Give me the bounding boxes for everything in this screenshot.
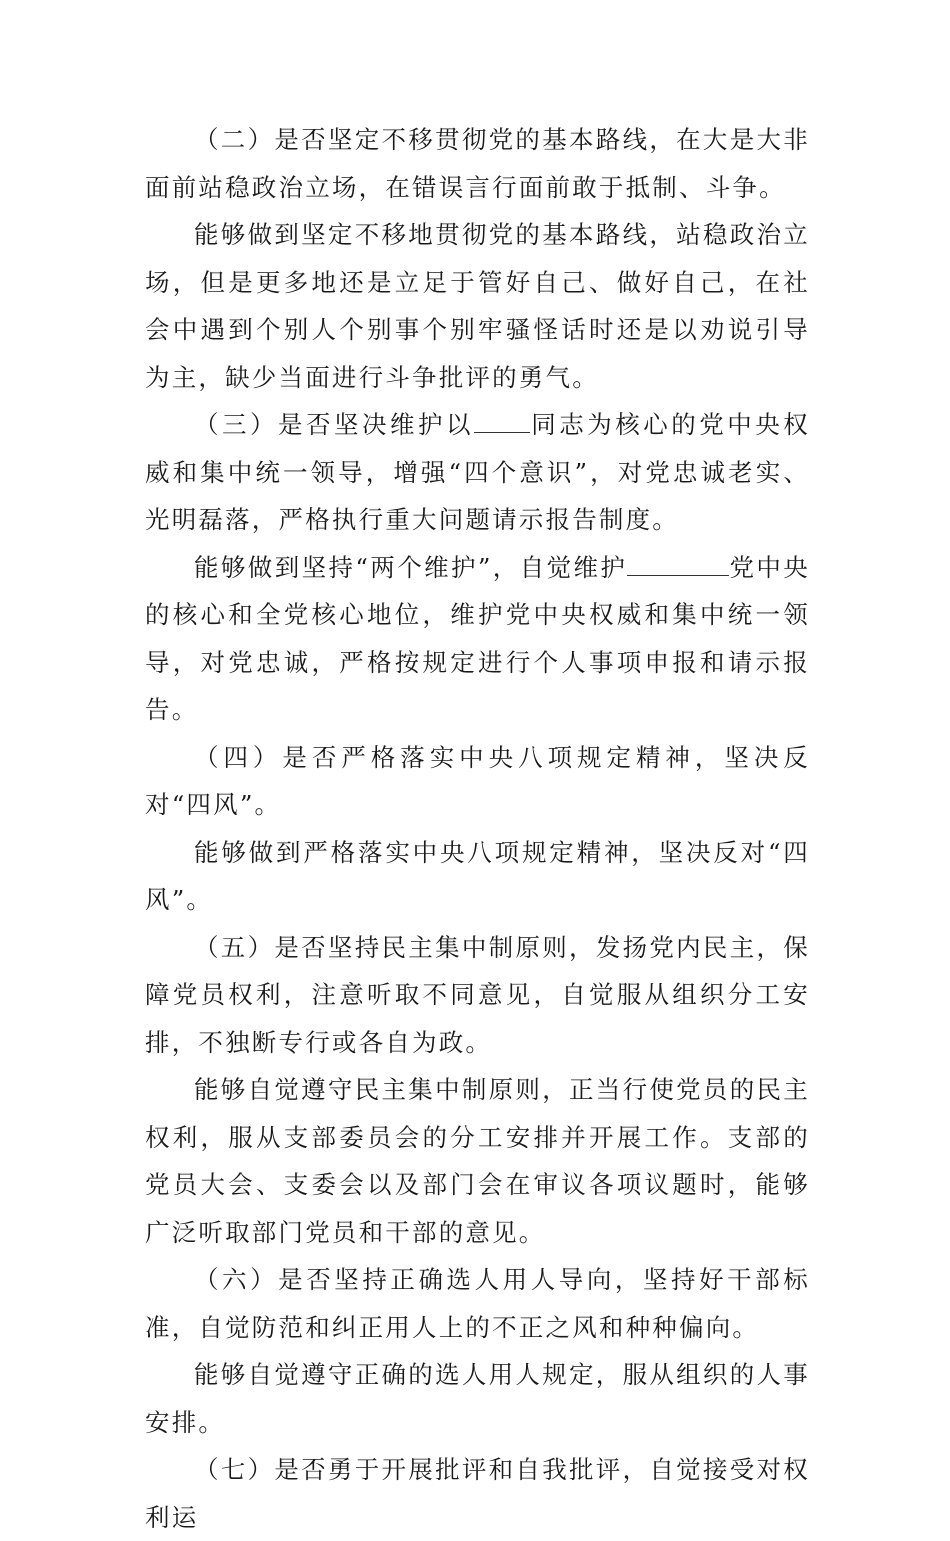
answer-3-text-after: 党中央的核心和全党核心地位，维护党中央权威和集中统一领导，对党忠诚，严格按规定进行个人事项申报和请示报告。 bbox=[145, 552, 810, 724]
answer-paragraph-4: 能够做到严格落实中央八项规定精神，坚决反对“四风”。 bbox=[145, 837, 810, 914]
answer-paragraph-6: 能够自觉遵守正确的选人用人规定，服从组织的人事安排。 bbox=[145, 1360, 810, 1437]
question-paragraph-3 bbox=[145, 401, 810, 544]
question-3-text-before: （三）是否坚决维护以 bbox=[194, 410, 474, 439]
answer-paragraph-5: 能够自觉遵守民主集中制原则，正当行使党员的民主权利，服从支部委员会的分工安排并开展工作。支部的党员大会、支委会以及部门会在审议各项议题时，能够广泛听取部门党员和干部的意见。 bbox=[145, 1075, 810, 1247]
blank-underline bbox=[627, 549, 729, 576]
answer-paragraph-3 bbox=[145, 544, 810, 734]
question-3-text-after: 同志为核心的党中央权威和集中统一领导，增强“四个意识”，对党忠诚老实、光明磊落，严格执行重大问题请示报告制度。 bbox=[145, 410, 810, 534]
question-paragraph-6: （六）是否坚持正确选人用人导向，坚持好干部标准，自觉防范和纠正用人上的不正之风和种种偏向。 bbox=[145, 1265, 810, 1342]
document-body bbox=[145, 116, 810, 1541]
blank-underline bbox=[474, 406, 530, 433]
answer-3-text-before: 能够做到坚持“两个维护”，自觉维护 bbox=[194, 552, 628, 582]
answer-paragraph-2: 能够做到坚定不移地贯彻党的基本路线，站稳政治立场，但是更多地还是立足于管好自己、做好自己，在社会中遇到个别人个别事个别牢骚怪话时还是以劝说引导为主，缺少当面进行斗争批评的勇气。 bbox=[145, 220, 810, 392]
question-paragraph-2: （二）是否坚定不移贯彻党的基本路线，在大是大非面前站稳政治立场，在错误言行面前敢于抵制、斗争。 bbox=[145, 125, 810, 202]
question-paragraph-4: （四）是否严格落实中央八项规定精神，坚决反对“四风”。 bbox=[145, 742, 810, 819]
question-paragraph-5: （五）是否坚持民主集中制原则，发扬党内民主，保障党员权利，注意听取不同意见，自觉服从组织分工安排，不独断专行或各自为政。 bbox=[145, 932, 810, 1057]
question-paragraph-7: （七）是否勇于开展批评和自我批评，自觉接受对权利运 bbox=[145, 1455, 810, 1532]
